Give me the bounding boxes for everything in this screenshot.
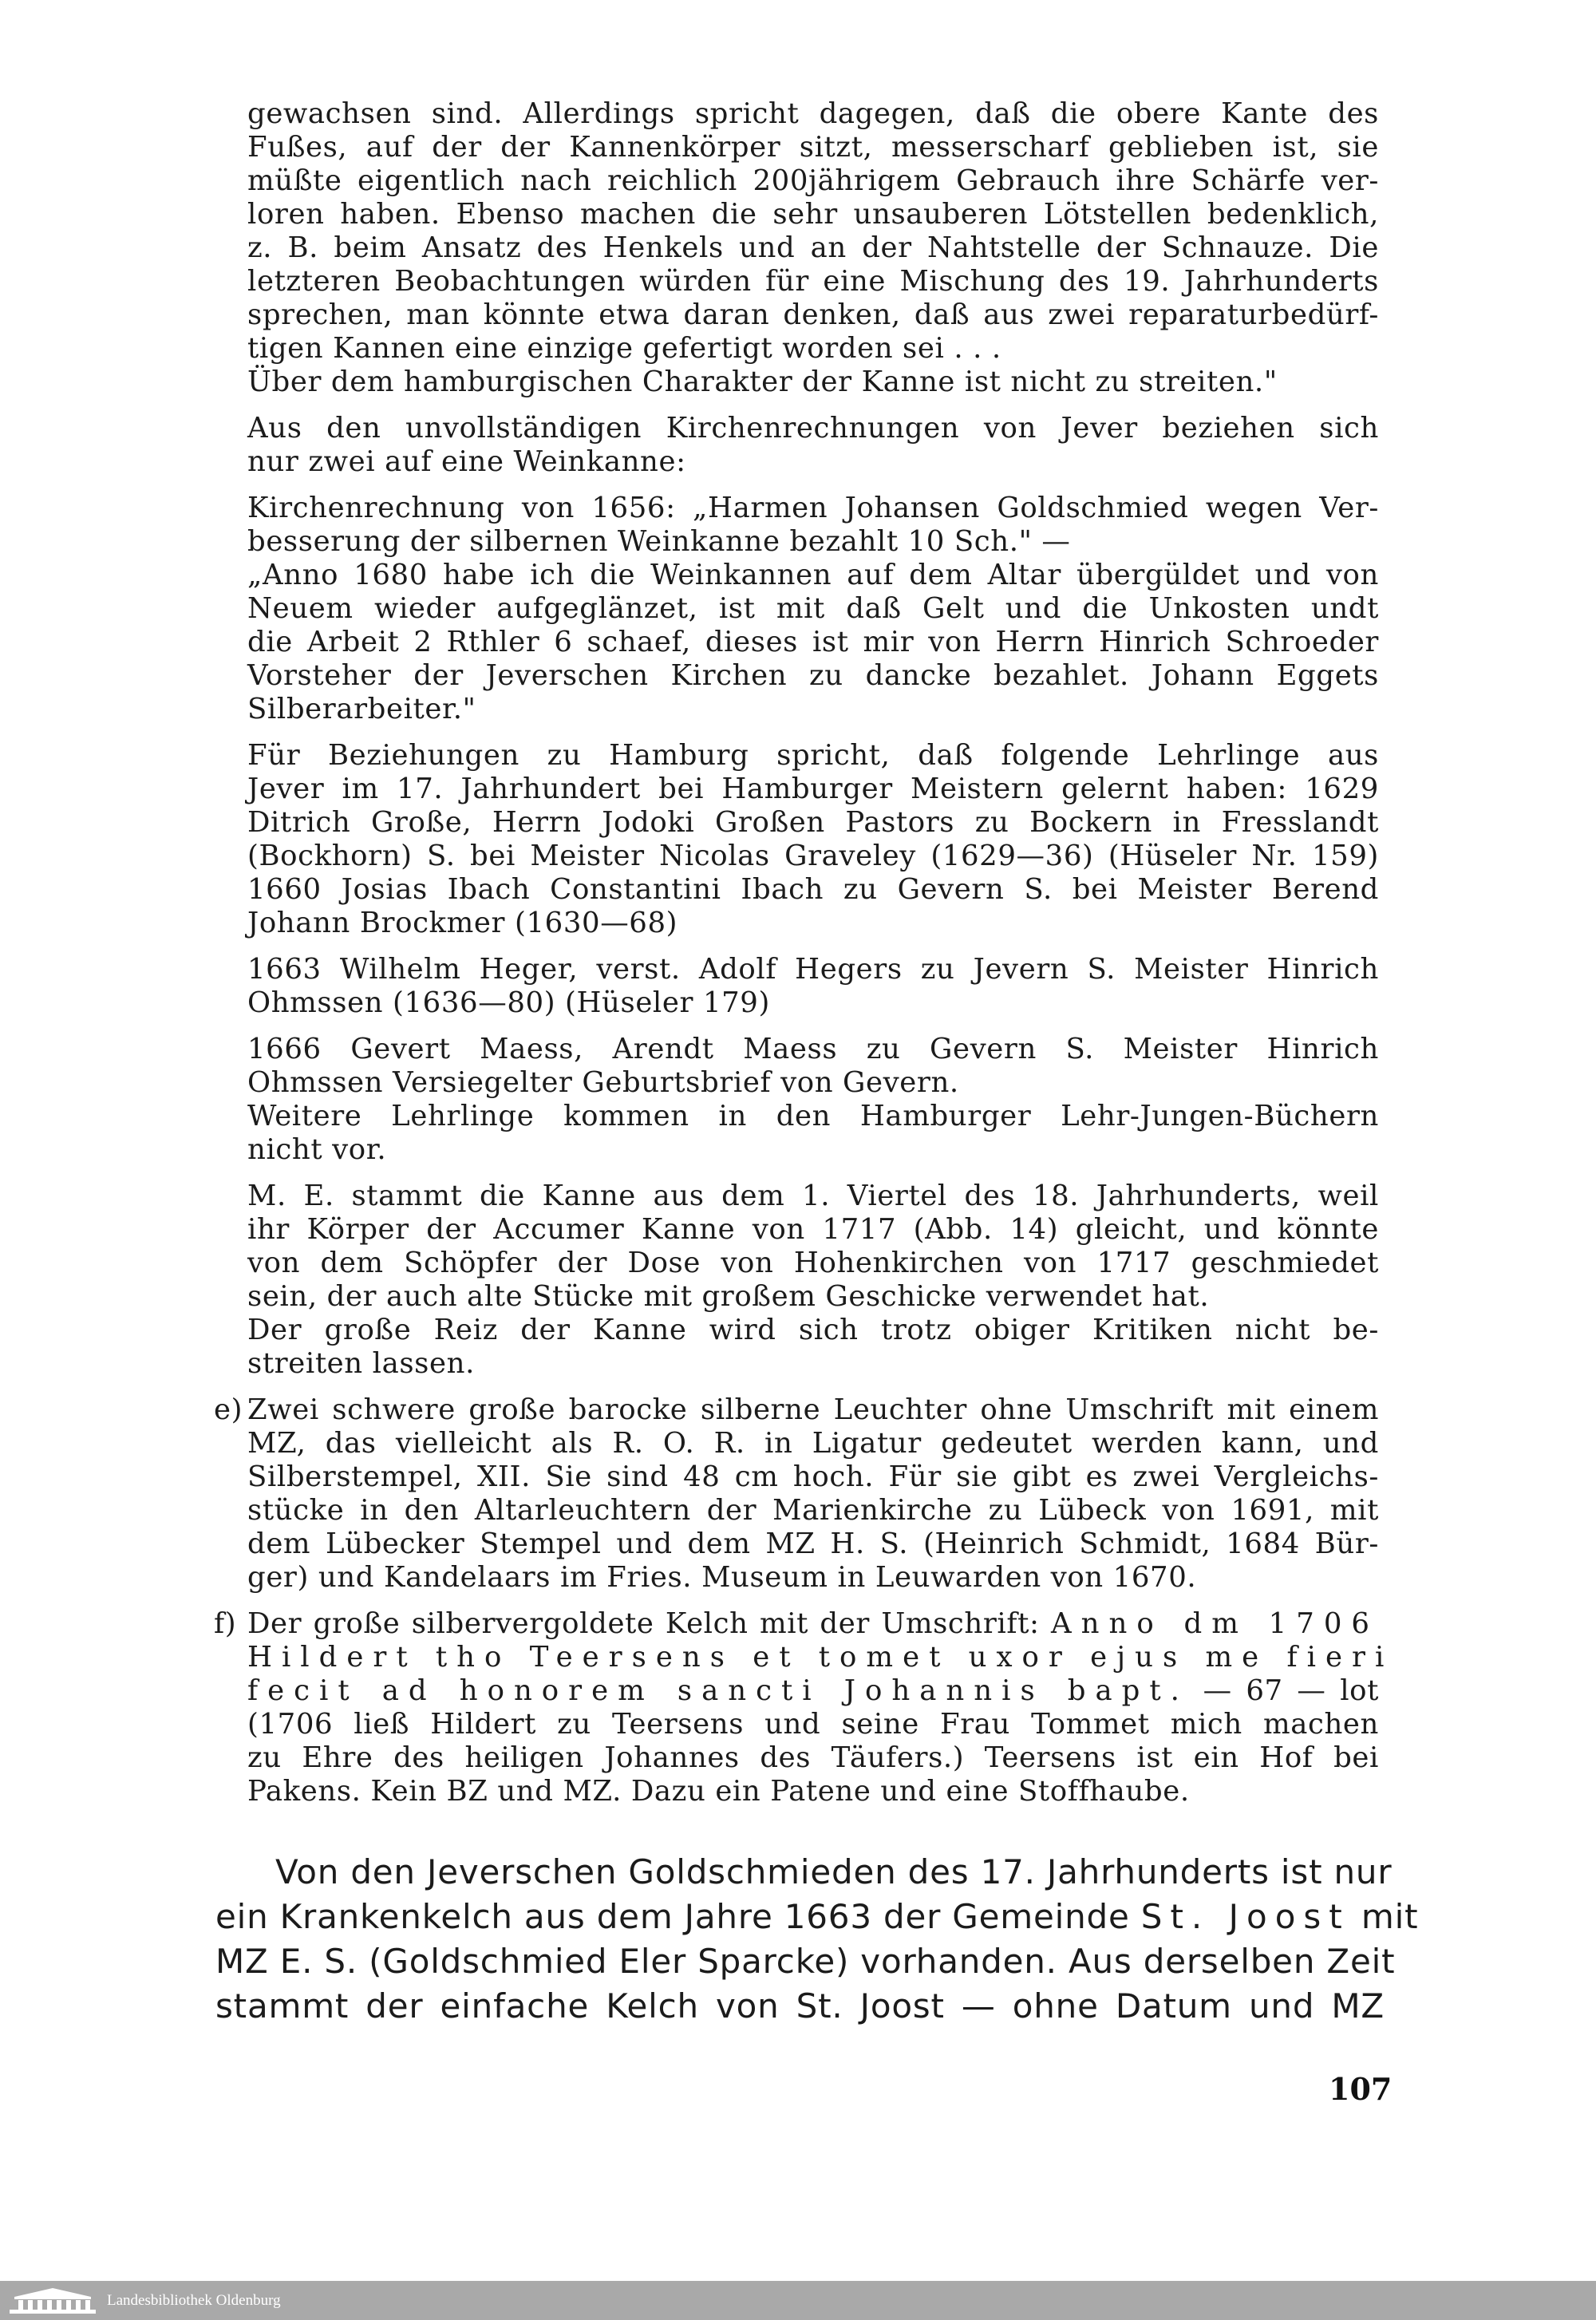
text-line: [215, 1895, 1419, 1939]
text-line: Aus den unvollständigen Kirchenrechnungen von Jever beziehen sich: [247, 412, 1379, 445]
text-line: Kirchenrechnung von 1656: „Harmen Johansen Goldschmied wegen Ver-: [247, 492, 1379, 524]
page-number: 107: [1329, 2071, 1393, 2107]
text-line: z. B. beim Ansatz des Henkels und an der Nahtstelle der Schnauze. Die: [247, 231, 1379, 264]
text-line: letzteren Beobachtungen würden für eine Mischung des 19. Jahrhunderts: [247, 265, 1379, 298]
text-line: 1663 Wilhelm Heger, verst. Adolf Hegers zu Jevern S. Meister Hinrich: [247, 953, 1379, 986]
paragraph-apprentice-1666: [247, 1033, 1379, 1167]
text-line: Ohmssen (1636—80) (Hüseler 179): [247, 986, 770, 1019]
text-line: MZ E. S. (Goldschmied Eler Sparcke) vorhanden. Aus derselben Zeit: [215, 1942, 1396, 1981]
paragraph-church-accounts: [247, 492, 1379, 726]
paragraph-dating: [247, 1180, 1379, 1381]
text-line: tigen Kannen eine einzige gefertigt worden sei . . .: [247, 332, 1001, 365]
text-line: stammt der einfache Kelch von St. Joost — ohne Datum und MZ: [215, 1986, 1385, 2026]
text-line: Pakens. Kein BZ und MZ. Dazu ein Patene und eine Stoffhaube.: [247, 1775, 1190, 1808]
text-line: sein, der auch alte Stücke mit großem Geschicke verwendet hat.: [247, 1280, 1210, 1313]
text-line: Von den Jeverschen Goldschmieden des 17. Jahrhunderts ist nur: [275, 1852, 1393, 1891]
text-line: Zwei schwere große barocke silberne Leuchter ohne Umschrift mit einem: [247, 1393, 1379, 1426]
text-line: Vorsteher der Jeverschen Kirchen zu dancke bezahlet. Johann Eggets: [247, 659, 1379, 692]
body-text: [214, 97, 1394, 1821]
text-line: Jever im 17. Jahrhundert bei Hamburger Meistern gelernt haben: 1629: [247, 773, 1379, 805]
text-line: gewachsen sind. Allerdings spricht dagegen, daß die obere Kante des: [247, 97, 1379, 130]
closing-paragraph: [215, 1850, 1419, 2029]
text-line: stücke in den Altarleuchtern der Marienkirche zu Lübeck von 1691, mit: [247, 1494, 1379, 1527]
text-line: Weitere Lehrlinge kommen in den Hamburger Lehr-Jungen-Büchern: [247, 1100, 1379, 1132]
list-item-f: [214, 1607, 1394, 1808]
text-line: besserung der silbernen Weinkanne bezahlt 10 Sch." —: [247, 525, 1071, 558]
text-line: Über dem hamburgischen Charakter der Kanne ist nicht zu streiten.": [247, 366, 1278, 398]
text-line: sprechen, man könnte etwa daran denken, daß aus zwei reparaturbedürf-: [247, 298, 1379, 331]
list-marker: f): [214, 1607, 237, 1640]
text-line: Ditrich Große, Herrn Jodoki Großen Pastors zu Bockern in Fresslandt: [247, 806, 1379, 839]
inscription-intro: Der große silbervergoldete Kelch mit der Umschrift:: [247, 1607, 1051, 1640]
closing-text: ein Krankenkelch aus dem Jahre 1663 der Gemeinde: [215, 1897, 1141, 1936]
inscription-line: Hildert tho Teersens et tomet uxor ejus me fieri: [247, 1641, 1394, 1674]
library-building-icon: [8, 2286, 97, 2316]
text-line: [247, 1674, 1379, 1708]
text-line: von dem Schöpfer der Dose von Hohenkirchen von 1717 geschmiedet: [247, 1247, 1379, 1279]
text-line: Fußes, auf der der Kannenkörper sitzt, messerscharf geblieben ist, sie: [247, 131, 1379, 164]
text-line: zu Ehre des heiligen Johannes des Täufers.) Teersens ist ein Hof bei: [247, 1741, 1379, 1774]
text-line: ger) und Kandelaars im Fries. Museum in Leuwarden von 1670.: [247, 1561, 1197, 1594]
text-line: Silberstempel, XII. Sie sind 48 cm hoch. Für sie gibt es zwei Vergleichs-: [247, 1460, 1379, 1493]
text-line: MZ, das vielleicht als R. O. R. in Ligatur gedeutet werden kann, und: [247, 1427, 1379, 1460]
inscription-text: fecit ad honorem sancti Johannis bapt.: [247, 1674, 1189, 1707]
text-line: nicht vor.: [247, 1133, 387, 1166]
text-line: Ohmssen Versiegelter Geburtsbrief von Gevern.: [247, 1066, 959, 1099]
text-line: Silberarbeiter.": [247, 693, 476, 725]
text-line: ihr Körper der Accumer Kanne von 1717 (Abb. 14) gleicht, und könnte: [247, 1213, 1379, 1246]
footer-bar: [0, 2281, 1596, 2320]
inscription-text: Anno dm 1706: [1050, 1607, 1379, 1640]
text-line: [247, 1607, 1379, 1641]
text-line: die Arbeit 2 Rthler 6 schaef, dieses ist mir von Herrn Hinrich Schroeder: [247, 626, 1379, 658]
inscription-weight: — 67 — lot: [1188, 1674, 1379, 1707]
text-line: Der große Reiz der Kanne wird sich trotz obiger Kritiken nicht be-: [247, 1314, 1379, 1346]
list-marker: e): [214, 1393, 243, 1426]
text-line: Johann Brockmer (1630—68): [247, 907, 678, 939]
text-line: nur zwei auf eine Weinkanne:: [247, 445, 686, 478]
text-line: (1706 ließ Hildert zu Teersens und seine Frau Tommet mich machen: [247, 1708, 1379, 1741]
text-line: müßte eigentlich nach reichlich 200jährigem Gebrauch ihre Schärfe ver-: [247, 164, 1379, 197]
text-line: 1666 Gevert Maess, Arendt Maess zu Gevern S. Meister Hinrich: [247, 1033, 1379, 1065]
text-line: „Anno 1680 habe ich die Weinkannen auf dem Altar übergüldet und von: [247, 559, 1379, 591]
closing-text: mit: [1349, 1897, 1419, 1936]
list-item-e: [214, 1393, 1379, 1595]
place-name: St. Joost: [1140, 1897, 1350, 1936]
text-line: M. E. stammt die Kanne aus dem 1. Viertel des 18. Jahrhunderts, weil: [247, 1180, 1379, 1212]
text-line: Für Beziehungen zu Hamburg spricht, daß folgende Lehrlinge aus: [247, 739, 1379, 772]
paragraph-church-accounts-intro: [247, 412, 1379, 479]
text-line: (Bockhorn) S. bei Meister Nicolas Graveley (1629—36) (Hüseler Nr. 159): [247, 840, 1379, 872]
text-line: Neuem wieder aufgeglänzet, ist mit daß Gelt und die Unkosten undt: [247, 592, 1379, 625]
text-line: streiten lassen.: [247, 1347, 475, 1380]
text-line: dem Lübecker Stempel und dem MZ H. S. (Heinrich Schmidt, 1684 Bür-: [247, 1528, 1379, 1560]
library-name: Landesbibliothek Oldenburg: [107, 2292, 281, 2309]
paragraph-apprentice-1663: [247, 953, 1379, 1020]
text-line: 1660 Josias Ibach Constantini Ibach zu Gevern S. bei Meister Berend: [247, 873, 1379, 906]
text-line: loren haben. Ebenso machen die sehr unsauberen Lötstellen bedenklich,: [247, 198, 1379, 231]
paragraph-quote-end: [247, 97, 1379, 399]
paragraph-apprentices: [247, 739, 1379, 940]
